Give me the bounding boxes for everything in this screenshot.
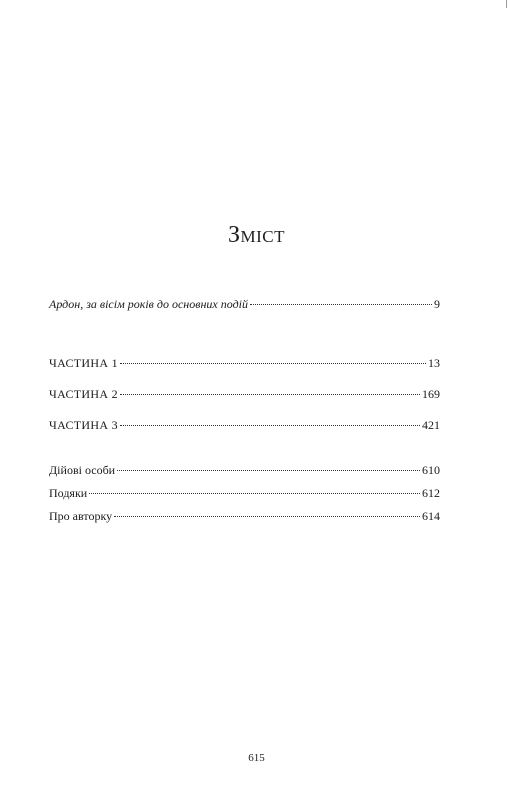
dot-leader [114,516,420,517]
toc-entry-about-author [49,509,440,523]
toc-entry-part-1 [49,356,440,370]
toc-entry-label: Ардон, за вісім років до основних подій [49,297,248,311]
page-title: Зміст [227,222,286,248]
toc-entry-label: Про авторку [49,509,113,523]
toc-entry-prologue [49,297,440,311]
toc-entry-page: 612 [422,486,440,500]
toc-entry-label: ЧАСТИНА 1 [49,356,118,370]
toc-entry-page: 610 [422,463,440,477]
dot-leader [117,470,420,471]
dot-leader [120,425,420,426]
toc-entry-label: ЧАСТИНА 2 [49,387,118,401]
toc-entry-page: 13 [428,356,440,370]
toc-entry-page: 9 [434,297,440,311]
toc-entry-page: 614 [422,509,440,523]
toc-entry-page: 421 [422,418,440,432]
toc-entry-part-3 [49,418,440,432]
dot-leader [250,304,432,305]
toc-entry-characters [49,463,440,477]
toc-entry-acknowledgements [49,486,440,500]
toc-entry-part-2 [49,387,440,401]
page-number: 615 [248,752,265,764]
toc-entry-page: 169 [422,387,440,401]
toc-entry-label: Дійові особи [49,463,116,477]
dot-leader [120,363,426,364]
dot-leader [89,493,420,494]
dot-leader [120,394,420,395]
toc-entry-label: Подяки [49,486,88,500]
toc-entry-label: ЧАСТИНА 3 [49,418,118,432]
scan-mark [506,0,507,8]
